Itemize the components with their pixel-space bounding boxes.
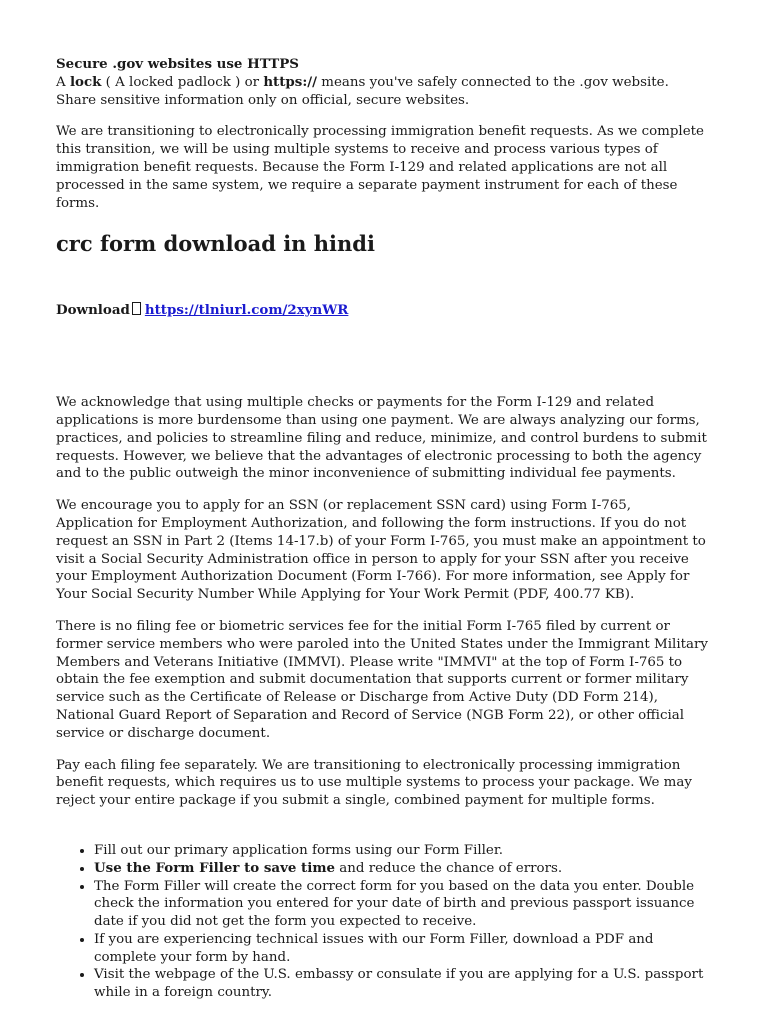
banner-heading [56,56,711,74]
download-label: Download [56,302,130,319]
paragraph-acknowledge: We acknowledge that using multiple checks or payments for the Form I-129 and related applications is more burdensome than using one payment. We are always analyzing our forms, practices, and policies to streamline filing and reduce, minimize, and control burdens to submit requests. However, we believe that the advantages of electronic processing to both the agency and to the public outweigh the minor inconvenience of submitting individual fee payments. [56,395,707,482]
lock-description: ( A locked padlock ) or [101,74,264,90]
banner-prefix: A [56,74,70,90]
banner-heading-text: Secure .gov websites use HTTPS [56,56,299,72]
paragraph-immvi: There is no filing fee or biometric services fee for the initial Form I-765 filed by current or former service members who were paroled into the United States under the Immigrant Military Members and Veterans Initiative (IMMVI). Please write "IMMVI" at the top of Form I-765 to obtain the fee exemption and submit documentation that supports current or former military service such as the Certificate of Release or Discharge from Active Duty (DD Form 214), National Guard Report of Separation and Record of Service (NGB Form 22), or other official service or discharge document. [56,618,708,741]
download-link[interactable]: https://tlniurl.com/2xynWR [144,302,349,319]
download-line [56,302,714,320]
tips-list [56,842,711,1002]
list-item-rest: and reduce the chance of errors. [335,860,563,876]
list-item: • If you are experiencing technical issues with our Form Filler, download a PDF and complete your form by hand. [94,931,711,967]
paragraph-pay-fees: Pay each filing fee separately. We are transitioning to electronically processing immigration benefit requests, which requires us to use multiple systems to process your package. We may reject your entire package if you submit a single, combined payment for multiple forms. [56,757,692,809]
list-item-bold: Use the Form Filler to save time [94,859,336,876]
paragraph-ssn: We encourage you to apply for an SSN (or replacement SSN card) using Form I-765, Application for Employment Authorization, and following the form instructions. If you do not request an SSN in Part 2 (Items 14-17.b) of your Form I-765, you must make an appointment to visit a Social Security Administration office in person to apply for your SSN after you receive your Employment Authorization Document (Form I-766). For more information, see Apply for Your Social Security Number While Applying for Your Work Permit (PDF, 400.77 KB). [56,498,706,603]
list-item: • Fill out our primary application forms using our Form Filler. [94,842,711,860]
page-title: crc form download in hindi [56,231,375,257]
intro-paragraph: We are transitioning to electronically processing immigration benefit requests. As we complete this transition, we will be using multiple systems to receive and process various types of immigration benefit requests. Because the Form I-129 and related applications are not all processed in the same system, we require a separate payment instrument for each of these forms. [56,124,704,211]
banner-text [56,74,711,110]
arrow-placeholder-icon [132,302,141,315]
banner-rest: means you've safely connected to the .gov website. Share sensitive information only on official, secure websites. [56,74,669,108]
list-item: • The Form Filler will create the correct form for you based on the data you enter. Double check the information you entered for your date of birth and previous passport issuance date if you did not get the form you expected to receive. [94,878,711,931]
lock-word: lock [69,73,102,90]
https-banner [56,56,711,109]
https-word: https:// [263,73,318,90]
list-item: • Visit the webpage of the U.S. embassy or consulate if you are applying for a U.S. passport while in a foreign country. [94,966,711,1002]
list-item [94,860,711,878]
